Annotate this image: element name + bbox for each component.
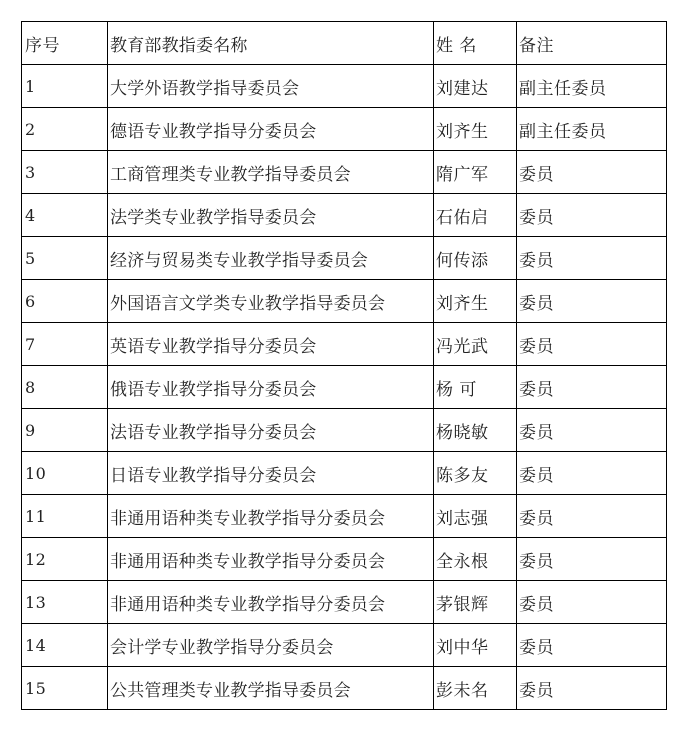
- serial-number-cell: 1: [22, 65, 108, 108]
- remark-cell: 委员: [517, 581, 667, 624]
- committee-name-cell: 公共管理类专业教学指导委员会: [108, 667, 434, 710]
- remark-cell: 委员: [517, 151, 667, 194]
- remark-cell: 委员: [517, 366, 667, 409]
- committee-name-cell: 日语专业教学指导分委员会: [108, 452, 434, 495]
- serial-number-cell: 10: [22, 452, 108, 495]
- committee-name-cell: 会计学专业教学指导分委员会: [108, 624, 434, 667]
- committee-name-cell: 经济与贸易类专业教学指导委员会: [108, 237, 434, 280]
- remark-cell: 委员: [517, 667, 667, 710]
- committee-name-cell: 英语专业教学指导分委员会: [108, 323, 434, 366]
- committee-name-cell: 大学外语教学指导委员会: [108, 65, 434, 108]
- table-row: [22, 581, 667, 624]
- serial-number-cell: 15: [22, 667, 108, 710]
- serial-number-cell: 6: [22, 280, 108, 323]
- serial-number-cell: 8: [22, 366, 108, 409]
- committee-table-container: [21, 21, 667, 710]
- committee-name-cell: 非通用语种类专业教学指导分委员会: [108, 495, 434, 538]
- remark-cell: 委员: [517, 323, 667, 366]
- person-name-cell: 何传添: [434, 237, 517, 280]
- table-row: [22, 280, 667, 323]
- table-row: [22, 366, 667, 409]
- header-serial-number: 序号: [22, 22, 108, 65]
- table-row: [22, 667, 667, 710]
- person-name-cell: 刘齐生: [434, 280, 517, 323]
- person-name-cell: 冯光武: [434, 323, 517, 366]
- remark-cell: 委员: [517, 538, 667, 581]
- person-name-cell: 全永根: [434, 538, 517, 581]
- table-row: [22, 237, 667, 280]
- remark-cell: 委员: [517, 624, 667, 667]
- person-name-cell: 陈多友: [434, 452, 517, 495]
- committee-name-cell: 德语专业教学指导分委员会: [108, 108, 434, 151]
- person-name-cell: 刘中华: [434, 624, 517, 667]
- table-row: [22, 409, 667, 452]
- person-name-cell: 茅银辉: [434, 581, 517, 624]
- table-row: [22, 151, 667, 194]
- committee-name-cell: 工商管理类专业教学指导委员会: [108, 151, 434, 194]
- serial-number-cell: 5: [22, 237, 108, 280]
- committee-name-cell: 俄语专业教学指导分委员会: [108, 366, 434, 409]
- header-person-name: 姓 名: [434, 22, 517, 65]
- table-header-row: [22, 22, 667, 65]
- committee-name-cell: 非通用语种类专业教学指导分委员会: [108, 581, 434, 624]
- table-row: [22, 495, 667, 538]
- table-row: [22, 538, 667, 581]
- serial-number-cell: 4: [22, 194, 108, 237]
- table-row: [22, 194, 667, 237]
- committee-table: [21, 21, 667, 710]
- person-name-cell: 石佑启: [434, 194, 517, 237]
- serial-number-cell: 7: [22, 323, 108, 366]
- remark-cell: 副主任委员: [517, 108, 667, 151]
- committee-name-cell: 外国语言文学类专业教学指导委员会: [108, 280, 434, 323]
- table-row: [22, 323, 667, 366]
- table-row: [22, 452, 667, 495]
- serial-number-cell: 2: [22, 108, 108, 151]
- remark-cell: 委员: [517, 237, 667, 280]
- committee-name-cell: 法学类专业教学指导委员会: [108, 194, 434, 237]
- serial-number-cell: 12: [22, 538, 108, 581]
- table-row: [22, 624, 667, 667]
- header-committee-name: 教育部教指委名称: [108, 22, 434, 65]
- person-name-cell: 隋广军: [434, 151, 517, 194]
- table-row: [22, 108, 667, 151]
- remark-cell: 副主任委员: [517, 65, 667, 108]
- person-name-cell: 彭未名: [434, 667, 517, 710]
- person-name-cell: 刘志强: [434, 495, 517, 538]
- person-name-cell: 杨 可: [434, 366, 517, 409]
- remark-cell: 委员: [517, 452, 667, 495]
- person-name-cell: 刘齐生: [434, 108, 517, 151]
- serial-number-cell: 14: [22, 624, 108, 667]
- serial-number-cell: 11: [22, 495, 108, 538]
- remark-cell: 委员: [517, 280, 667, 323]
- remark-cell: 委员: [517, 194, 667, 237]
- remark-cell: 委员: [517, 409, 667, 452]
- committee-name-cell: 非通用语种类专业教学指导分委员会: [108, 538, 434, 581]
- person-name-cell: 杨晓敏: [434, 409, 517, 452]
- table-row: [22, 65, 667, 108]
- serial-number-cell: 13: [22, 581, 108, 624]
- person-name-cell: 刘建达: [434, 65, 517, 108]
- remark-cell: 委员: [517, 495, 667, 538]
- serial-number-cell: 9: [22, 409, 108, 452]
- serial-number-cell: 3: [22, 151, 108, 194]
- header-remark: 备注: [517, 22, 667, 65]
- committee-name-cell: 法语专业教学指导分委员会: [108, 409, 434, 452]
